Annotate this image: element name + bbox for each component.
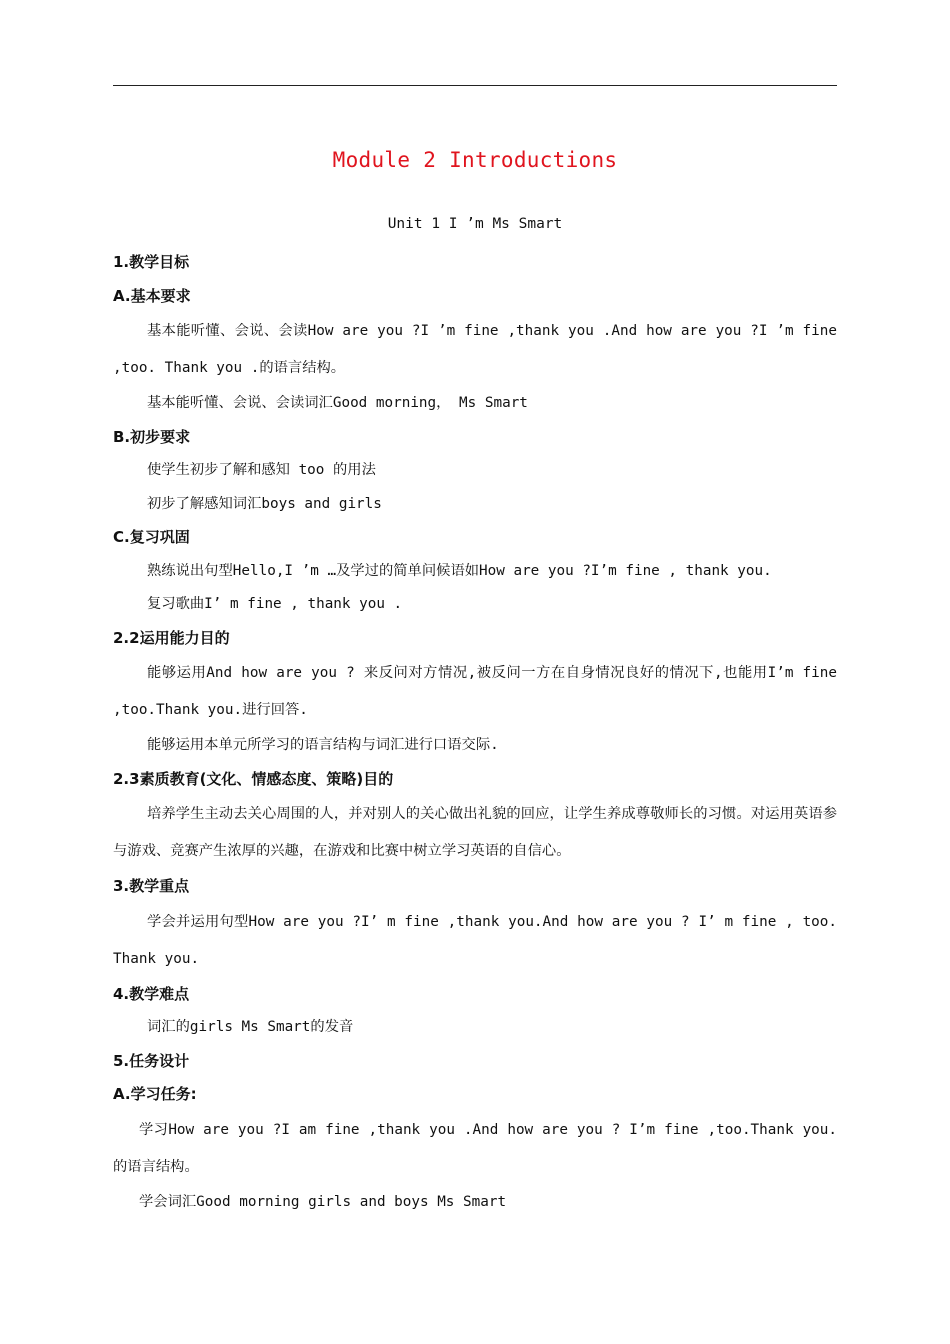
header-rule xyxy=(113,85,837,86)
paragraph-ability-1: 能够运用And how are you ? 来反问对方情况,被反问一方在自身情况良好的情况下,也能用I’m fine ,too.Thank you.进行回答. xyxy=(113,665,837,718)
document-title: Module 2 Introductions xyxy=(332,148,618,172)
section-heading-difficulties: 4.教学难点 xyxy=(113,984,190,1003)
paragraph-basic-1: 基本能听懂、会说、会读How are you ?I ’m fine ,thank you .And how are you ?I ’m fine ,too. Thank you .的语言结构。 xyxy=(113,323,837,376)
document-body xyxy=(113,246,837,1219)
paragraph-review-2: 复习歌曲I’ m fine , thank you . xyxy=(147,596,403,612)
section-heading-key-points: 3.教学重点 xyxy=(113,877,190,895)
paragraph-quality-1: 培养学生主动去关心周围的人，并对别人的关心做出礼貌的回应，让学生养成尊敬师长的习惯。对运用英语参与游戏、竞赛产生浓厚的兴趣，在游戏和比赛中树立学习英语的自信心。 xyxy=(113,806,837,859)
paragraph-preliminary-1: 使学生初步了解和感知 too 的用法 xyxy=(147,462,376,478)
paragraph-key-points-1: 学会并运用句型How are you ?I’ m fine ,thank you.And how are you ? I’ m fine , too. Thank you. xyxy=(113,913,837,967)
paragraph-learning-tasks-1: 学习How are you ?I am fine ,thank you .And how are you ? I’m fine ,too.Thank you.的语言结构。 xyxy=(113,1121,837,1175)
section-heading-goals: 1.教学目标 xyxy=(113,253,190,271)
document-subtitle: Unit 1 I ’m Ms Smart xyxy=(387,216,563,232)
section-heading-preliminary: B.初步要求 xyxy=(113,427,191,446)
section-heading-quality: 2.3素质教育(文化、情感态度、策略)目的 xyxy=(113,769,394,788)
section-heading-review: C.复习巩固 xyxy=(113,528,190,546)
section-heading-learning-tasks: A.学习任务: xyxy=(113,1085,197,1103)
paragraph-ability-2: 能够运用本单元所学习的语言结构与词汇进行口语交际. xyxy=(147,737,499,753)
section-heading-basic: A.基本要求 xyxy=(113,286,191,305)
paragraph-difficulties-1: 词汇的girls Ms Smart的发音 xyxy=(147,1019,354,1035)
paragraph-review-1: 熟练说出句型Hello,I ’m …及学过的简单问候语如How are you ?I’m fine , thank you. xyxy=(147,562,772,579)
section-heading-ability: 2.2运用能力目的 xyxy=(113,628,230,647)
paragraph-preliminary-2: 初步了解感知词汇boys and girls xyxy=(147,495,382,512)
section-heading-tasks: 5.任务设计 xyxy=(113,1051,190,1070)
paragraph-basic-2: 基本能听懂、会说、会读词汇Good morning， Ms Smart xyxy=(147,395,528,411)
paragraph-learning-tasks-2: 学会词汇Good morning girls and boys Ms Smart xyxy=(139,1193,507,1210)
